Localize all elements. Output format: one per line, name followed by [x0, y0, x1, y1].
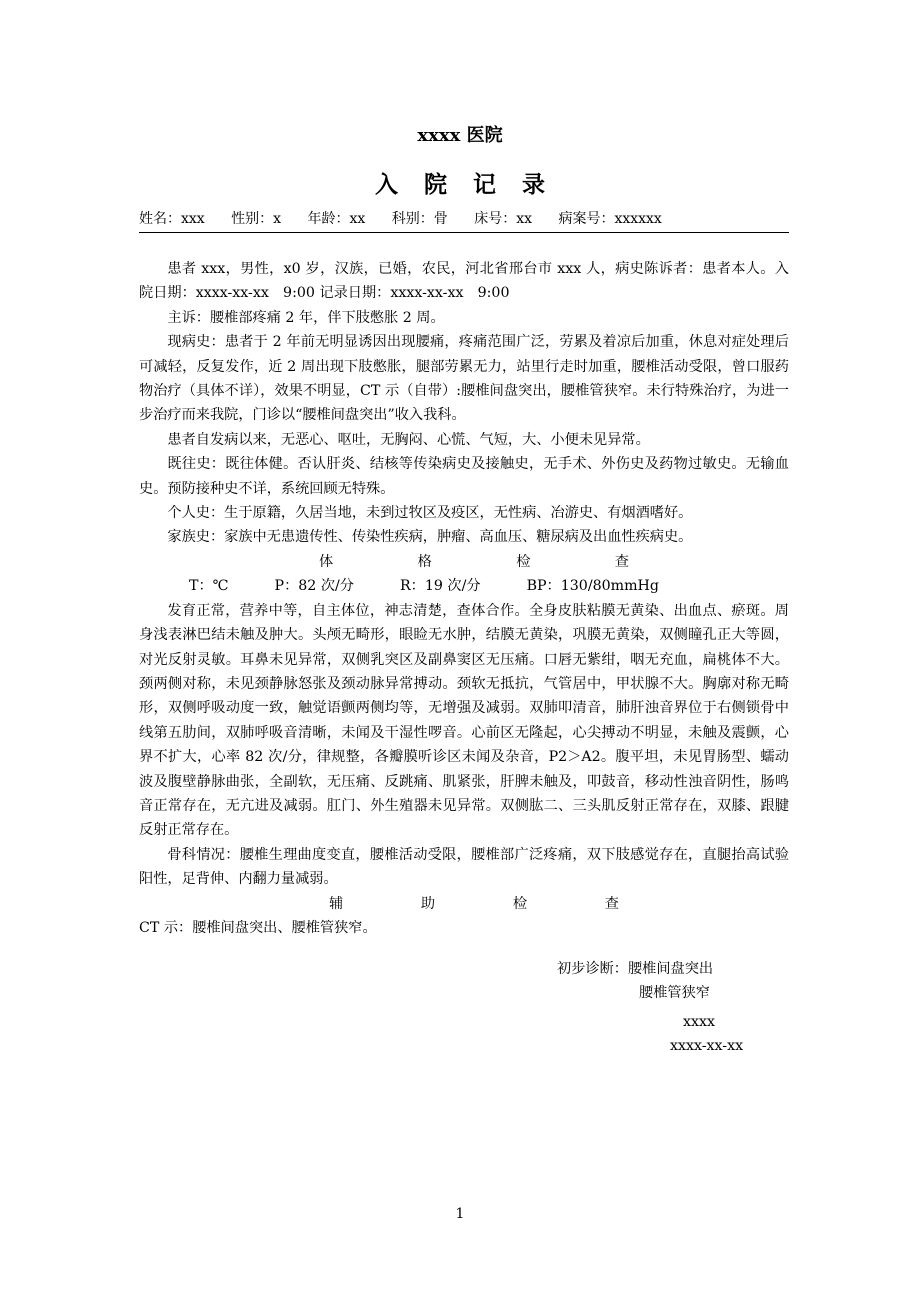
document-title: 入院记录 [375, 171, 571, 198]
patient-info-bar [139, 208, 789, 233]
doctor-signature: xxxx [683, 1014, 716, 1030]
vital-signs [139, 574, 789, 598]
exam-head-char: 格 [417, 553, 432, 570]
preliminary-diagnosis: 初步诊断：腰椎间盘突出 [557, 961, 714, 977]
patient-sex: 性别：x [231, 211, 282, 227]
page-number: 1 [455, 1206, 465, 1222]
vital-blood-pressure: BP：130/80mmHg [526, 578, 660, 595]
preliminary-diagnosis-2: 腰椎管狭窄 [639, 985, 710, 1001]
patient-bed: 床号：xx [474, 211, 532, 227]
physical-exam-heading [139, 550, 789, 574]
auxiliary-exam-heading [139, 892, 789, 916]
patient-record-no: 病案号：xxxxxx [558, 211, 662, 227]
patient-age: 年龄：xx [307, 211, 366, 227]
aux-head-char: 查 [604, 895, 619, 912]
exam-findings: 发育正常，营养中等，自主体位，神志清楚，查体合作。全身皮肤粘膜无黄染、出血点、瘀斑。周身浅表淋巴结未触及肿大。头颅无畸形，眼睑无水肿，结膜无黄染，巩膜无黄染，双侧瞳孔正大等圆，对光反射灵敏。耳鼻未见异常，双侧乳突区及副鼻窦区无压痛。口唇无紫绀，咽无充血，扁桃体不大。颈两侧对称，未见颈静脉怒张及颈动脉异常搏动。颈软无抵抗，气管居中，甲状腺不大。胸廓对称无畸形，双侧呼吸动度一致，触觉语颤两侧均等，无增强及减弱。双肺叩清音，肺肝浊音界位于右侧锁骨中线第五肋间，双肺呼吸音清晰，未闻及干湿性啰音。心前区无隆起，心尖搏动不明显，未触及震颤，心界不扩大，心率 82 次/分，律规整，各瓣膜听诊区未闻及杂音，P2＞A2。腹平坦，未见胃肠型、蠕动波及腹壁静脉曲张，全副软，无压痛、反跳痛、肌紧张，肝脾未触及，叩鼓音，移动性浊音阴性，肠鸣音正常存在，无亢进及减弱。肛门、外生殖器未见异常。双侧肱二、三头肌反射正常存在，双膝、跟腱反射正常存在。 [139, 602, 789, 839]
intro-paragraph: 患者 xxx，男性，x0 岁，汉族，已婚，农民，河北省邢台市 xxx 人，病史陈诉者：患者本人。入院日期：xxxx-xx-xx 9:00 记录日期：xxxx-xx-xx 9:00 [139, 261, 789, 302]
exam-head-char: 体 [319, 553, 334, 570]
orthopedic-findings: 骨科情况：腰椎生理曲度变直，腰椎活动受限，腰椎部广泛疼痛，双下肢感觉存在，直腿抬高试验阳性，足背伸、内翻力量减弱。 [139, 846, 789, 888]
past-history: 既往史：既往体健。否认肝炎、结核等传染病史及接触史，无手术、外伤史及药物过敏史。无输血史。预防接种史不详，系统回顾无特殊。 [139, 456, 789, 497]
aux-head-char: 辅 [329, 895, 344, 912]
family-history: 家族史：家族中无患遗传性、传染性疾病，肿瘤、高血压、糖尿病及出血性疾病史。 [167, 529, 693, 546]
patient-name: 姓名：xxx [139, 211, 205, 227]
vital-temperature: T：℃ [189, 578, 229, 595]
signature-date: xxxx-xx-xx [670, 1038, 744, 1054]
aux-head-char: 检 [512, 895, 528, 912]
exam-head-char: 检 [516, 553, 531, 570]
exam-head-char: 查 [614, 553, 629, 570]
ct-result: CT 示：腰椎间盘突出、腰椎管狭窄。 [139, 919, 377, 936]
vital-respiration: R：19 次/分 [399, 578, 481, 595]
hospital-name: xxxx 医院 [417, 125, 503, 146]
record-body [139, 257, 789, 940]
aux-head-char: 助 [420, 895, 436, 912]
chief-complaint: 主诉：腰椎部疼痛 2 年，伴下肢憋胀 2 周。 [167, 309, 445, 326]
personal-history: 个人史：生于原籍，久居当地，未到过牧区及疫区，无性病、冶游史、有烟酒嗜好。 [167, 505, 693, 522]
vital-pulse: P：82 次/分 [274, 578, 354, 595]
since-onset: 患者自发病以来，无恶心、呕吐，无胸闷、心慌、气短，大、小便未见异常。 [167, 431, 650, 448]
present-illness: 现病史：患者于 2 年前无明显诱因出现腰痛，疼痛范围广泛，劳累及着凉后加重，休息对症处理后可减轻，反复发作，近 2 周出现下肢憋胀，腿部劳累无力，站里行走时加重，腰椎活动受限，曾口服药物治疗（具体不详），效果不明显，CT 示（自带）:腰椎间盘突出，腰椎管狭窄。未行特殊治疗，为进一步治疗而来我院，门诊以“腰椎间盘突出”收入我科。 [139, 334, 789, 424]
patient-dept: 科别：骨 [391, 211, 448, 227]
